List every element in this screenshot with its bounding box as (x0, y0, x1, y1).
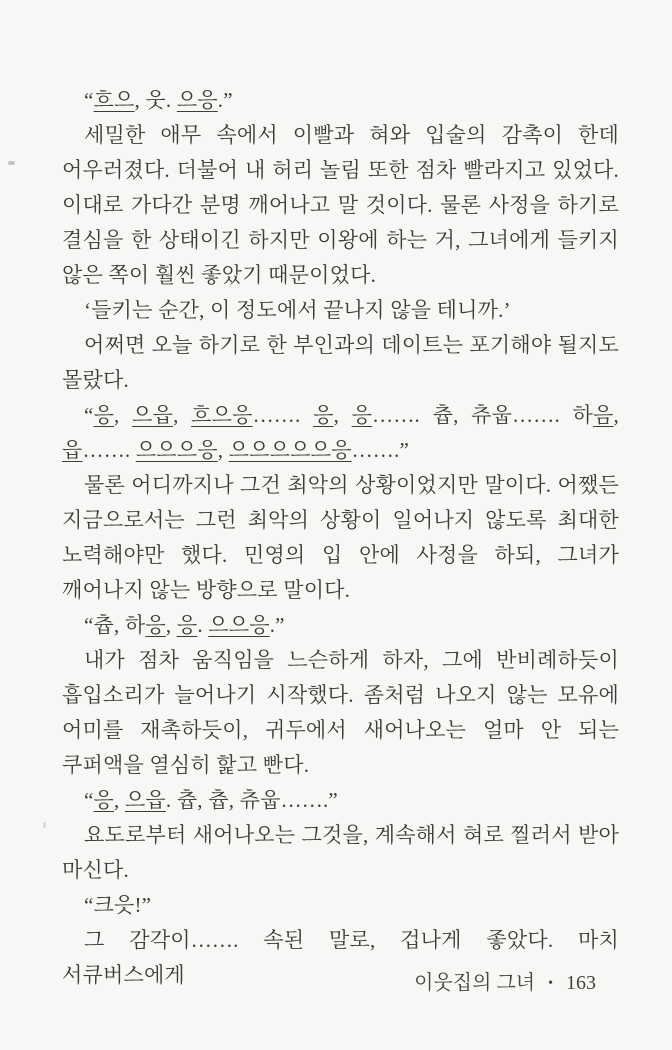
emphasized-text: 으읍 (124, 788, 166, 812)
paragraph-10-narrative (62, 818, 625, 888)
emphasized-text: 응 (93, 403, 115, 427)
text-segment: , (613, 403, 625, 427)
text-segment: . 츕, 츕, 츄웁…….” (165, 788, 338, 812)
text-segment: 요도로부터 새어나오는 그것을, 계속해서 혀로 찔러서 받아 마신다. (62, 823, 625, 882)
text-segment: 내가 점차 움직임을 느슨하게 하자, 그에 반비례하듯이 흡입소리가 늘어나기 시작했다. 좀처럼 나오지 않는 모유에 어미를 재촉하듯이, 귀두에서 새어나오는 얼마 안 되는 쿠퍼액을 열심히 핥고 빤다. (62, 648, 625, 777)
text-segment: 물론 어디까지나 그건 최악의 상황이었지만 말이다. 어쨌든 지금으로서는 그런 최악의 상황이 일어나지 않도록 최대한 노력해야만 했다. 민영의 입 안에 사정을 하되, 그녀가 깨어나지 않는 방향으로 말이다. (62, 473, 625, 602)
text-segment: , (114, 403, 133, 427)
text-segment: ……. (252, 403, 314, 427)
paragraph-3-thought (62, 293, 619, 328)
emphasized-text: 응 (145, 613, 166, 637)
text-segment: “ (84, 403, 94, 427)
book-title: 이웃집의 그녀 (414, 972, 536, 994)
text-segment: , (217, 438, 229, 462)
emphasized-text: 으읍 (132, 403, 174, 427)
emphasized-text: 응 (313, 403, 334, 427)
text-segment: …….” (351, 438, 409, 462)
emphasized-text: 흐으응 (191, 403, 253, 427)
emphasized-text: 으으으응 (135, 438, 218, 462)
text-segment: “크읏!” (84, 893, 152, 917)
emphasized-text: 읍 (62, 438, 83, 462)
emphasized-text: 으응 (176, 88, 218, 112)
emphasized-text: 응 (176, 613, 198, 637)
text-segment: , (173, 403, 192, 427)
text-segment: 어쩌면 오늘 하기로 한 부인과의 데이트는 포기해야 될지도 몰랐다. (62, 333, 625, 392)
text-segment: ……. 츕, 츄웁……. 하 (372, 403, 594, 427)
text-segment: “ (84, 88, 94, 112)
paragraph-1-dialogue (62, 83, 619, 118)
text-segment: ‘들키는 순간, 이 정도에서 끝나지 않을 테니까.’ (84, 298, 511, 322)
scan-speck (8, 161, 15, 165)
text-segment: 세밀한 애무 속에서 이빨과 혀와 입술의 감촉이 한데 어우러졌다. 더불어 내 허리 놀림 또한 점차 빨라지고 있었다. 이대로 가다간 분명 깨어나고 말 것이다. 물론 사정을 하기로 결심을 한 상태이긴 하지만 이왕에 하는 거, 그녀에게 들키지 않은 쪽이 훨씬 좋았기 때문이었다. (62, 123, 625, 287)
text-segment: “츕, 하 (84, 613, 146, 637)
text-segment: ……. (82, 438, 136, 462)
paragraph-9-dialogue (62, 783, 619, 818)
emphasized-text: 음 (593, 403, 614, 427)
paragraph-8-narrative (62, 643, 625, 783)
emphasized-text: 흐으 (93, 88, 135, 112)
text-segment: .” (217, 88, 233, 112)
text-segment: , (165, 613, 177, 637)
paragraph-5-dialogue (62, 398, 625, 468)
paragraph-2-narrative (62, 118, 625, 293)
page-footer (414, 966, 596, 995)
scan-speck (43, 822, 46, 828)
emphasized-text: 으으응 (208, 613, 270, 637)
page-number: 163 (566, 972, 596, 994)
paragraph-4-narrative (62, 328, 625, 398)
emphasized-text: 으으으으으응 (228, 438, 352, 462)
text-block (62, 83, 625, 993)
text-segment: 그 감각이……. 속된 말로, 겁나게 좋았다. 마치 서큐버스에게 (62, 928, 625, 987)
paragraph-11-dialogue (62, 888, 619, 923)
emphasized-text: 응 (93, 788, 115, 812)
text-segment: .” (269, 613, 285, 637)
paragraph-6-narrative (62, 468, 625, 608)
text-segment: , 웃. (134, 88, 177, 112)
paragraph-7-dialogue (62, 608, 619, 643)
text-segment: , (333, 403, 352, 427)
footer-separator-dot: • (548, 976, 553, 992)
text-segment: . (197, 613, 209, 637)
emphasized-text: 응 (351, 403, 373, 427)
text-segment: , (114, 788, 125, 812)
text-segment: “ (84, 788, 94, 812)
